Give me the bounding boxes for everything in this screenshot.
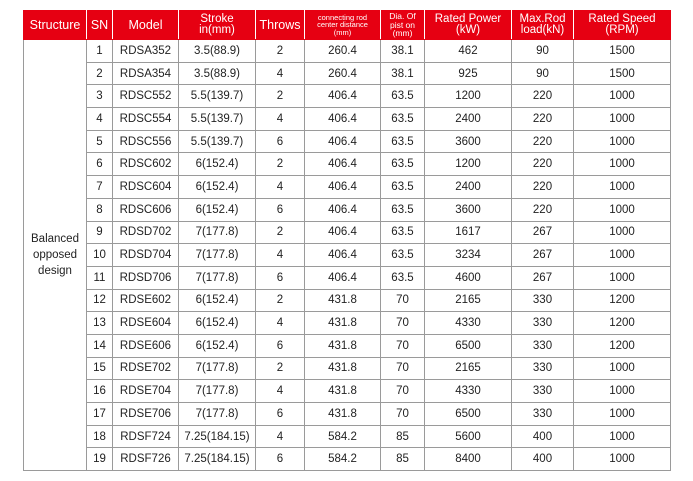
table-row xyxy=(24,289,671,312)
cell-dia: 63.5 xyxy=(381,153,425,176)
header-conrod-line3: (mm) xyxy=(333,27,352,37)
compressor-spec-table xyxy=(23,10,671,471)
cell-speed: 1000 xyxy=(574,198,671,221)
cell-rodload: 330 xyxy=(512,334,574,357)
structure-line1: Balanced xyxy=(31,233,79,246)
cell-model: RDSE606 xyxy=(113,334,179,357)
cell-conrod: 431.8 xyxy=(305,380,381,403)
cell-power: 4330 xyxy=(425,380,512,403)
cell-throws: 4 xyxy=(256,244,305,267)
cell-power: 4600 xyxy=(425,266,512,289)
cell-conrod: 406.4 xyxy=(305,153,381,176)
cell-speed: 1000 xyxy=(574,403,671,426)
cell-speed: 1200 xyxy=(574,312,671,335)
cell-dia: 70 xyxy=(381,312,425,335)
cell-conrod: 431.8 xyxy=(305,334,381,357)
cell-sn: 14 xyxy=(87,334,113,357)
cell-dia: 70 xyxy=(381,334,425,357)
header-speed-line1: Rated Speed xyxy=(588,13,656,25)
cell-dia: 63.5 xyxy=(381,130,425,153)
cell-power: 3234 xyxy=(425,244,512,267)
cell-conrod: 260.4 xyxy=(305,40,381,63)
cell-stroke: 6(152.4) xyxy=(179,334,256,357)
cell-sn: 9 xyxy=(87,221,113,244)
cell-sn: 10 xyxy=(87,244,113,267)
cell-rodload: 220 xyxy=(512,108,574,131)
table-row xyxy=(24,85,671,108)
cell-dia: 70 xyxy=(381,380,425,403)
cell-conrod: 431.8 xyxy=(305,289,381,312)
cell-throws: 2 xyxy=(256,40,305,63)
cell-dia: 85 xyxy=(381,425,425,448)
cell-speed: 1000 xyxy=(574,448,671,471)
cell-conrod: 584.2 xyxy=(305,425,381,448)
cell-throws: 2 xyxy=(256,153,305,176)
cell-stroke: 7(177.8) xyxy=(179,403,256,426)
cell-stroke: 7(177.8) xyxy=(179,244,256,267)
table-row xyxy=(24,425,671,448)
table-row xyxy=(24,380,671,403)
cell-power: 1200 xyxy=(425,85,512,108)
cell-rodload: 220 xyxy=(512,85,574,108)
cell-stroke: 5.5(139.7) xyxy=(179,85,256,108)
table-row xyxy=(24,357,671,380)
cell-rodload: 400 xyxy=(512,425,574,448)
header-stroke xyxy=(179,11,256,40)
cell-throws: 6 xyxy=(256,130,305,153)
header-conrod-line2: center distance xyxy=(317,20,368,30)
cell-sn: 5 xyxy=(87,130,113,153)
cell-rodload: 220 xyxy=(512,153,574,176)
cell-stroke: 5.5(139.7) xyxy=(179,130,256,153)
cell-stroke: 6(152.4) xyxy=(179,176,256,199)
table-header xyxy=(24,11,671,40)
header-model: Model xyxy=(113,11,179,40)
cell-throws: 4 xyxy=(256,380,305,403)
cell-power: 6500 xyxy=(425,334,512,357)
cell-model: RDSE604 xyxy=(113,312,179,335)
cell-rodload: 267 xyxy=(512,221,574,244)
cell-model: RDSE602 xyxy=(113,289,179,312)
header-speed-line2: (RPM) xyxy=(605,24,639,36)
table-row xyxy=(24,198,671,221)
cell-dia: 63.5 xyxy=(381,266,425,289)
cell-stroke: 6(152.4) xyxy=(179,289,256,312)
cell-rodload: 330 xyxy=(512,403,574,426)
cell-speed: 1000 xyxy=(574,130,671,153)
cell-rodload: 220 xyxy=(512,176,574,199)
cell-speed: 1000 xyxy=(574,176,671,199)
cell-stroke: 6(152.4) xyxy=(179,312,256,335)
cell-model: RDSE702 xyxy=(113,357,179,380)
cell-sn: 8 xyxy=(87,198,113,221)
table-row xyxy=(24,40,671,63)
cell-model: RDSF724 xyxy=(113,425,179,448)
header-rodload-line1: Max.Rod xyxy=(519,13,566,25)
cell-throws: 2 xyxy=(256,221,305,244)
cell-dia: 70 xyxy=(381,403,425,426)
cell-stroke: 7(177.8) xyxy=(179,221,256,244)
header-power xyxy=(425,11,512,40)
table-row xyxy=(24,334,671,357)
cell-dia: 38.1 xyxy=(381,62,425,85)
cell-dia: 63.5 xyxy=(381,198,425,221)
cell-power: 1200 xyxy=(425,153,512,176)
cell-power: 2400 xyxy=(425,108,512,131)
cell-power: 2165 xyxy=(425,357,512,380)
cell-stroke: 6(152.4) xyxy=(179,153,256,176)
cell-throws: 6 xyxy=(256,334,305,357)
cell-speed: 1000 xyxy=(574,357,671,380)
cell-rodload: 330 xyxy=(512,380,574,403)
cell-dia: 85 xyxy=(381,448,425,471)
cell-model: RDSC604 xyxy=(113,176,179,199)
cell-speed: 1000 xyxy=(574,221,671,244)
cell-sn: 13 xyxy=(87,312,113,335)
header-sn: SN xyxy=(87,11,113,40)
cell-speed: 1000 xyxy=(574,266,671,289)
cell-stroke: 7.25(184.15) xyxy=(179,448,256,471)
cell-model: RDSC556 xyxy=(113,130,179,153)
cell-throws: 2 xyxy=(256,289,305,312)
cell-sn: 12 xyxy=(87,289,113,312)
header-stroke-line1: Stroke xyxy=(200,13,234,25)
cell-rodload: 220 xyxy=(512,198,574,221)
cell-sn: 3 xyxy=(87,85,113,108)
cell-speed: 1200 xyxy=(574,334,671,357)
cell-speed: 1000 xyxy=(574,244,671,267)
cell-stroke: 6(152.4) xyxy=(179,198,256,221)
cell-rodload: 330 xyxy=(512,357,574,380)
cell-power: 4330 xyxy=(425,312,512,335)
cell-throws: 6 xyxy=(256,403,305,426)
cell-dia: 63.5 xyxy=(381,108,425,131)
cell-rodload: 330 xyxy=(512,312,574,335)
cell-sn: 18 xyxy=(87,425,113,448)
cell-conrod: 406.4 xyxy=(305,221,381,244)
cell-stroke: 3.5(88.9) xyxy=(179,40,256,63)
cell-sn: 2 xyxy=(87,62,113,85)
cell-model: RDSC606 xyxy=(113,198,179,221)
cell-conrod: 406.4 xyxy=(305,176,381,199)
cell-model: RDSE704 xyxy=(113,380,179,403)
header-stroke-line2: in(mm) xyxy=(199,24,235,36)
header-power-line1: Rated Power xyxy=(434,13,502,25)
cell-conrod: 406.4 xyxy=(305,266,381,289)
cell-rodload: 90 xyxy=(512,40,574,63)
cell-speed: 1000 xyxy=(574,85,671,108)
cell-rodload: 267 xyxy=(512,244,574,267)
header-conrod-line1: connecting rod xyxy=(317,12,368,22)
cell-sn: 7 xyxy=(87,176,113,199)
cell-model: RDSD702 xyxy=(113,221,179,244)
table-row xyxy=(24,312,671,335)
cell-stroke: 5.5(139.7) xyxy=(179,108,256,131)
cell-power: 3600 xyxy=(425,130,512,153)
table-row xyxy=(24,221,671,244)
cell-stroke: 3.5(88.9) xyxy=(179,62,256,85)
header-dia-line2: pist on xyxy=(389,19,416,30)
header-dia-line1: Dia. Of xyxy=(389,11,416,22)
cell-power: 3600 xyxy=(425,198,512,221)
header-rodload-line2: load(kN) xyxy=(520,24,565,36)
cell-speed: 1500 xyxy=(574,40,671,63)
structure-cell xyxy=(24,40,87,471)
cell-conrod: 406.4 xyxy=(305,130,381,153)
table-row xyxy=(24,153,671,176)
cell-throws: 4 xyxy=(256,425,305,448)
compressor-spec-table-wrapper xyxy=(23,10,671,471)
cell-stroke: 7(177.8) xyxy=(179,357,256,380)
cell-speed: 1000 xyxy=(574,153,671,176)
cell-stroke: 7(177.8) xyxy=(179,266,256,289)
cell-rodload: 90 xyxy=(512,62,574,85)
cell-speed: 1000 xyxy=(574,380,671,403)
header-row xyxy=(24,11,671,40)
cell-throws: 4 xyxy=(256,62,305,85)
cell-rodload: 400 xyxy=(512,448,574,471)
cell-rodload: 330 xyxy=(512,289,574,312)
cell-throws: 4 xyxy=(256,312,305,335)
cell-model: RDSF726 xyxy=(113,448,179,471)
header-power-line2: (kW) xyxy=(455,24,481,36)
cell-power: 462 xyxy=(425,40,512,63)
cell-model: RDSA354 xyxy=(113,62,179,85)
cell-power: 925 xyxy=(425,62,512,85)
table-row xyxy=(24,130,671,153)
table-row xyxy=(24,62,671,85)
cell-model: RDSC554 xyxy=(113,108,179,131)
cell-rodload: 267 xyxy=(512,266,574,289)
cell-dia: 38.1 xyxy=(381,40,425,63)
cell-sn: 16 xyxy=(87,380,113,403)
header-structure: Structure xyxy=(24,11,87,40)
cell-conrod: 431.8 xyxy=(305,403,381,426)
cell-dia: 63.5 xyxy=(381,176,425,199)
cell-conrod: 406.4 xyxy=(305,85,381,108)
header-conrod xyxy=(305,11,381,40)
cell-model: RDSC552 xyxy=(113,85,179,108)
cell-sn: 19 xyxy=(87,448,113,471)
cell-power: 6500 xyxy=(425,403,512,426)
structure-line3: design xyxy=(38,265,72,278)
cell-dia: 70 xyxy=(381,357,425,380)
table-row xyxy=(24,176,671,199)
cell-model: RDSE706 xyxy=(113,403,179,426)
cell-conrod: 406.4 xyxy=(305,198,381,221)
cell-conrod: 406.4 xyxy=(305,244,381,267)
header-speed xyxy=(574,11,671,40)
cell-conrod: 431.8 xyxy=(305,357,381,380)
cell-model: RDSD706 xyxy=(113,266,179,289)
cell-dia: 63.5 xyxy=(381,221,425,244)
header-dia xyxy=(381,11,425,40)
cell-throws: 2 xyxy=(256,85,305,108)
cell-throws: 2 xyxy=(256,357,305,380)
cell-throws: 6 xyxy=(256,266,305,289)
cell-conrod: 431.8 xyxy=(305,312,381,335)
cell-throws: 6 xyxy=(256,198,305,221)
cell-dia: 70 xyxy=(381,289,425,312)
cell-sn: 4 xyxy=(87,108,113,131)
cell-conrod: 584.2 xyxy=(305,448,381,471)
cell-throws: 4 xyxy=(256,176,305,199)
cell-dia: 63.5 xyxy=(381,85,425,108)
cell-speed: 1500 xyxy=(574,62,671,85)
structure-line2: opposed xyxy=(32,249,78,262)
cell-speed: 1000 xyxy=(574,425,671,448)
cell-model: RDSC602 xyxy=(113,153,179,176)
cell-throws: 6 xyxy=(256,448,305,471)
cell-speed: 1200 xyxy=(574,289,671,312)
table-row xyxy=(24,108,671,131)
cell-sn: 1 xyxy=(87,40,113,63)
cell-model: RDSA352 xyxy=(113,40,179,63)
cell-rodload: 220 xyxy=(512,130,574,153)
cell-stroke: 7(177.8) xyxy=(179,380,256,403)
header-dia-line3: (mm) xyxy=(392,28,413,39)
cell-dia: 63.5 xyxy=(381,244,425,267)
table-body xyxy=(24,40,671,471)
cell-sn: 6 xyxy=(87,153,113,176)
cell-power: 1617 xyxy=(425,221,512,244)
cell-sn: 17 xyxy=(87,403,113,426)
cell-power: 5600 xyxy=(425,425,512,448)
table-row xyxy=(24,266,671,289)
table-row xyxy=(24,448,671,471)
cell-stroke: 7.25(184.15) xyxy=(179,425,256,448)
table-row xyxy=(24,244,671,267)
cell-power: 2400 xyxy=(425,176,512,199)
cell-throws: 4 xyxy=(256,108,305,131)
header-throws: Throws xyxy=(256,11,305,40)
cell-sn: 15 xyxy=(87,357,113,380)
cell-conrod: 406.4 xyxy=(305,108,381,131)
cell-speed: 1000 xyxy=(574,108,671,131)
cell-power: 2165 xyxy=(425,289,512,312)
cell-model: RDSD704 xyxy=(113,244,179,267)
cell-power: 8400 xyxy=(425,448,512,471)
table-row xyxy=(24,403,671,426)
cell-sn: 11 xyxy=(87,266,113,289)
cell-conrod: 260.4 xyxy=(305,62,381,85)
header-rodload xyxy=(512,11,574,40)
